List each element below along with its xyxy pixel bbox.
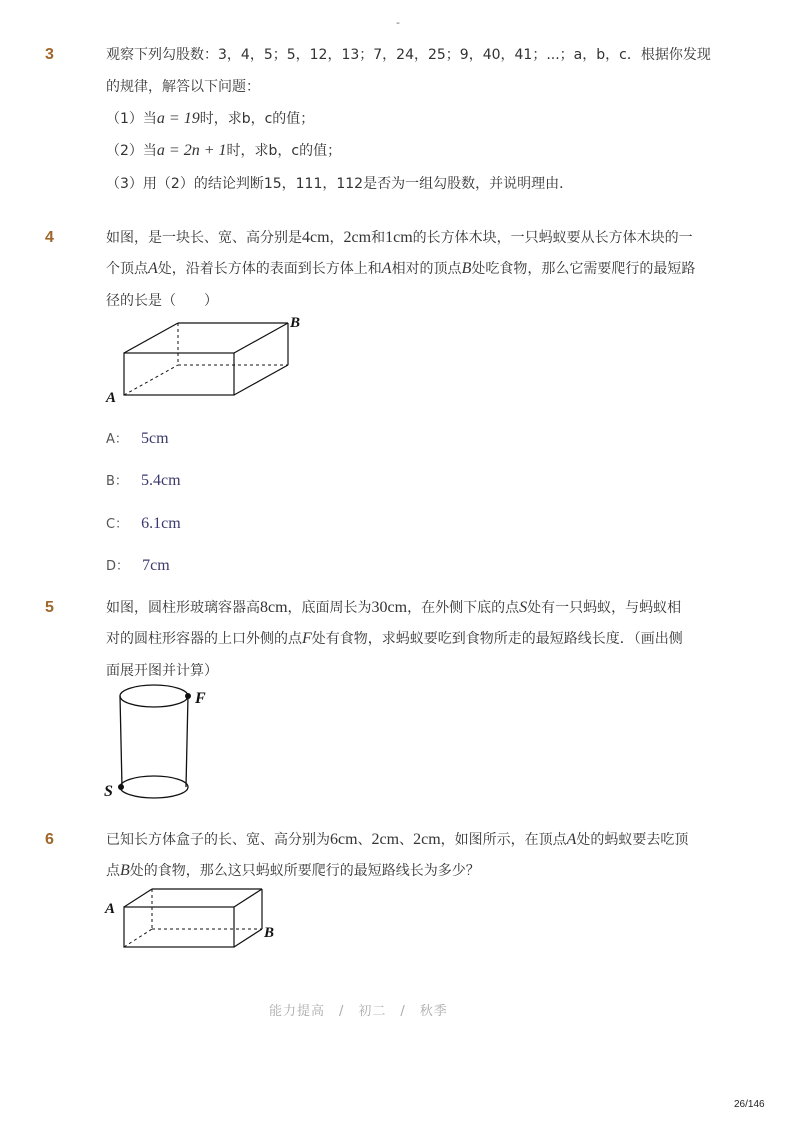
option-c-label: C： (106, 517, 129, 532)
question-4-number: 4 (45, 229, 54, 246)
cuboid-edge (234, 365, 288, 395)
question-3-part-2: （2）当a = 2n + 1时，求b，c的值； (106, 142, 342, 159)
question-3-part-1: （1）当a = 19时，求b，c的值； (106, 110, 315, 127)
question-6-line-2: 点B处的食物，那么这只蚂蚁所要爬行的最短路线长为多少？ (106, 862, 480, 879)
question-5-line-2: 对的圆柱形容器的上口外侧的点F处有食物，求蚂蚁要吃到食物所走的最短路线长度．（画出侧 (106, 630, 683, 647)
footer-course-info: 能力提高 / 初二 / 秋季 (269, 1004, 448, 1019)
cuboid-edge (124, 323, 178, 353)
cuboid-front-face (124, 353, 234, 395)
option-c-value: 6.1cm (141, 515, 181, 532)
question-6-line-1: 已知长方体盒子的长、宽、高分别为6cm、2cm、2cm，如图所示，在顶点A处的蚂蚁要去吃顶 (106, 831, 689, 848)
vertex-label-b: B (290, 315, 301, 331)
option-d-value: 7cm (142, 557, 170, 574)
cuboid-edge (234, 889, 262, 907)
top-mark: - (396, 16, 400, 29)
option-a-value: 5cm (141, 430, 169, 447)
question-5-line-1: 如图，圆柱形玻璃容器高8cm，底面周长为30cm，在外侧下底的点S处有一只蚂蚁，与蚂蚁相 (106, 599, 682, 616)
question-4-cuboid-figure (100, 312, 310, 407)
option-a[interactable] (106, 428, 169, 448)
question-3-number: 3 (45, 46, 54, 63)
option-b[interactable] (106, 470, 181, 490)
question-3-part-3: （3）用（2）的结论判断15，111，112是否为一组勾股数，并说明理由． (106, 176, 574, 192)
vertex-label-a: A (105, 901, 116, 917)
question-5-line-3: 面展开图并计算） (106, 663, 218, 679)
vertex-label-b: B (264, 925, 275, 941)
math-a-equals-2n-plus-1: a = 2n + 1 (156, 142, 227, 159)
question-4-line-3: 径的长是（ ） (106, 293, 218, 309)
question-4-line-1: 如图，是一块长、宽、高分别是4cm，2cm和1cm的长方体木块，一只蚂蚁要从长方体木块的一 (106, 229, 693, 246)
option-b-label: B： (106, 474, 128, 489)
option-a-label: A： (106, 432, 128, 447)
option-b-value: 5.4cm (141, 472, 181, 489)
page-number: 26/146 (734, 1099, 765, 1110)
cuboid-front-face (124, 907, 234, 947)
cylinder-top-ellipse (120, 685, 188, 707)
cuboid-edge (234, 323, 288, 353)
question-6-cuboid-figure (100, 884, 290, 954)
point-label-f: F (195, 690, 206, 707)
cuboid-edge (234, 929, 262, 947)
point-f-dot (185, 693, 191, 699)
option-d[interactable] (106, 555, 170, 575)
question-3-line-2: 的规律，解答以下问题： (106, 79, 260, 95)
point-s-dot (118, 784, 124, 790)
cylinder-bottom-ellipse (120, 776, 188, 798)
question-4-line-2: 个顶点A处，沿着长方体的表面到长方体上和A相对的顶点B处吃食物，那么它需要爬行的最短路 (106, 260, 696, 277)
math-a-equals-19: a = 19 (156, 110, 200, 127)
point-label-s: S (104, 783, 113, 800)
cuboid-edge (124, 889, 152, 907)
question-5-number: 5 (45, 599, 54, 616)
cuboid-hidden-edge (124, 365, 178, 395)
vertex-label-a: A (106, 390, 117, 406)
cuboid-hidden-edge (124, 929, 152, 947)
option-c[interactable] (106, 513, 181, 533)
question-6-number: 6 (45, 831, 54, 848)
option-d-label: D： (106, 559, 130, 574)
question-5-cylinder-figure (100, 684, 220, 806)
cylinder-right-side (186, 696, 188, 787)
cylinder-left-side (120, 696, 122, 787)
question-3-line-1: 观察下列勾股数：3，4，5；5，12，13；7，24，25；9，40，41；...；a，b，c．根据你发现 (106, 47, 711, 63)
